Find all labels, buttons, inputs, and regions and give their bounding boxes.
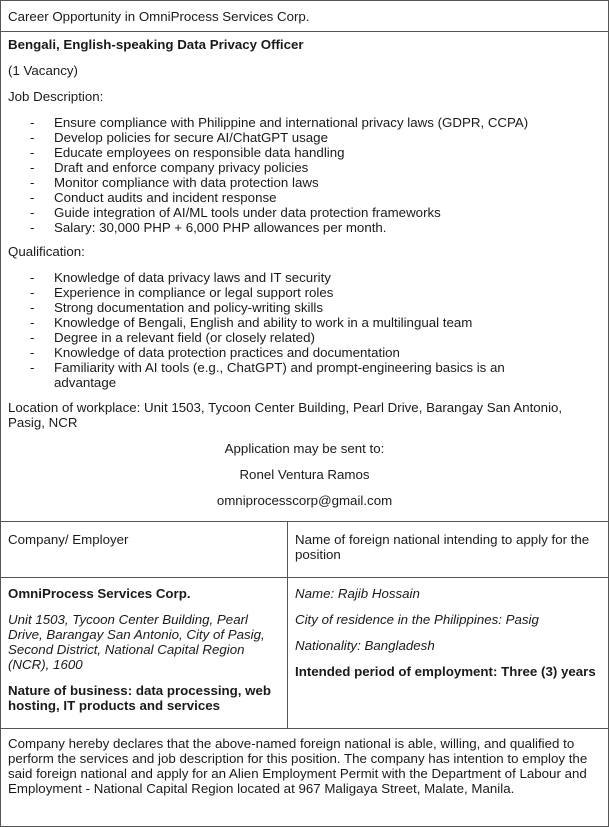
qualification-heading: Qualification: — [8, 244, 85, 259]
application-line: Application may be sent to: — [224, 441, 385, 456]
list-item: - Degree in a relevant field (or closely related) — [8, 330, 568, 345]
vacancy-count: (1 Vacancy) — [8, 63, 78, 78]
divider-declaration — [0, 728, 609, 729]
nationality: Nationality: Bangladesh — [295, 638, 435, 653]
list-item: - Conduct audits and incident response — [8, 190, 598, 205]
company-name: OmniProcess Services Corp. — [8, 586, 191, 601]
company-address: Unit 1503, Tycoon Center Building, Pearl Drive, Barangay San Antonio, City of Pasig, Second District, National Capital Region (NCR), 1600 — [8, 612, 265, 672]
divider-table-top — [0, 521, 609, 522]
position-title: Bengali, English-speaking Data Privacy Officer — [8, 37, 304, 52]
workplace-location: Location of workplace: Unit 1503, Tycoon Center Building, Pearl Drive, Barangay San Antonio, Pasig, NCR — [8, 400, 563, 430]
employment-period: Intended period of employment: Three (3) years — [295, 664, 596, 679]
foreign-national-name: Name: Rajib Hossain — [295, 586, 420, 601]
city-of-residence: City of residence in the Philippines: Pasig — [295, 612, 539, 627]
list-item: - Strong documentation and policy-writing skills — [8, 300, 568, 315]
job-description-heading: Job Description: — [8, 89, 104, 104]
page-title: Career Opportunity in OmniProcess Services Corp. — [8, 9, 310, 24]
column-header-employer: Company/ Employer — [8, 532, 129, 547]
list-item: - Knowledge of data protection practices and documentation — [8, 345, 568, 360]
divider-table-header — [0, 577, 609, 578]
job-description-list — [8, 115, 598, 235]
contact-email: omniprocesscorp@gmail.com — [216, 493, 393, 508]
list-item: - Monitor compliance with data protection laws — [8, 175, 598, 190]
list-item: - Knowledge of Bengali, English and ability to work in a multilingual team — [8, 315, 568, 330]
qualification-list — [8, 270, 568, 390]
list-item: - Educate employees on responsible data handling — [8, 145, 598, 160]
list-item: - Guide integration of AI/ML tools under data protection frameworks — [8, 205, 598, 220]
list-item: - Develop policies for secure AI/ChatGPT usage — [8, 130, 598, 145]
list-item: - Knowledge of data privacy laws and IT security — [8, 270, 568, 285]
table-column-divider — [287, 521, 288, 728]
list-item: - Draft and enforce company privacy policies — [8, 160, 598, 175]
list-item: - Familiarity with AI tools (e.g., ChatGPT) and prompt-engineering basics is an advantage — [8, 360, 568, 390]
column-header-foreign-national: Name of foreign national intending to apply for the position — [295, 532, 590, 562]
company-declaration: Company hereby declares that the above-named foreign national is able, willing, and qualified to perform the services and job description for this position. The company has intention to employ the said foreign national and apply for an Alien Employment Permit with the Department of Labour and Employment - National Capital Region located at 967 Maligaya Street, Malate, Manila. — [8, 736, 588, 796]
business-nature: Nature of business: data processing, web hosting, IT products and services — [8, 683, 272, 713]
list-item: - Experience in compliance or legal support roles — [8, 285, 568, 300]
contact-name: Ronel Ventura Ramos — [239, 467, 370, 482]
divider-header — [0, 31, 609, 32]
list-item: - Ensure compliance with Philippine and international privacy laws (GDPR, CCPA) — [8, 115, 598, 130]
list-item: - Salary: 30,000 PHP + 6,000 PHP allowances per month. — [8, 220, 598, 235]
